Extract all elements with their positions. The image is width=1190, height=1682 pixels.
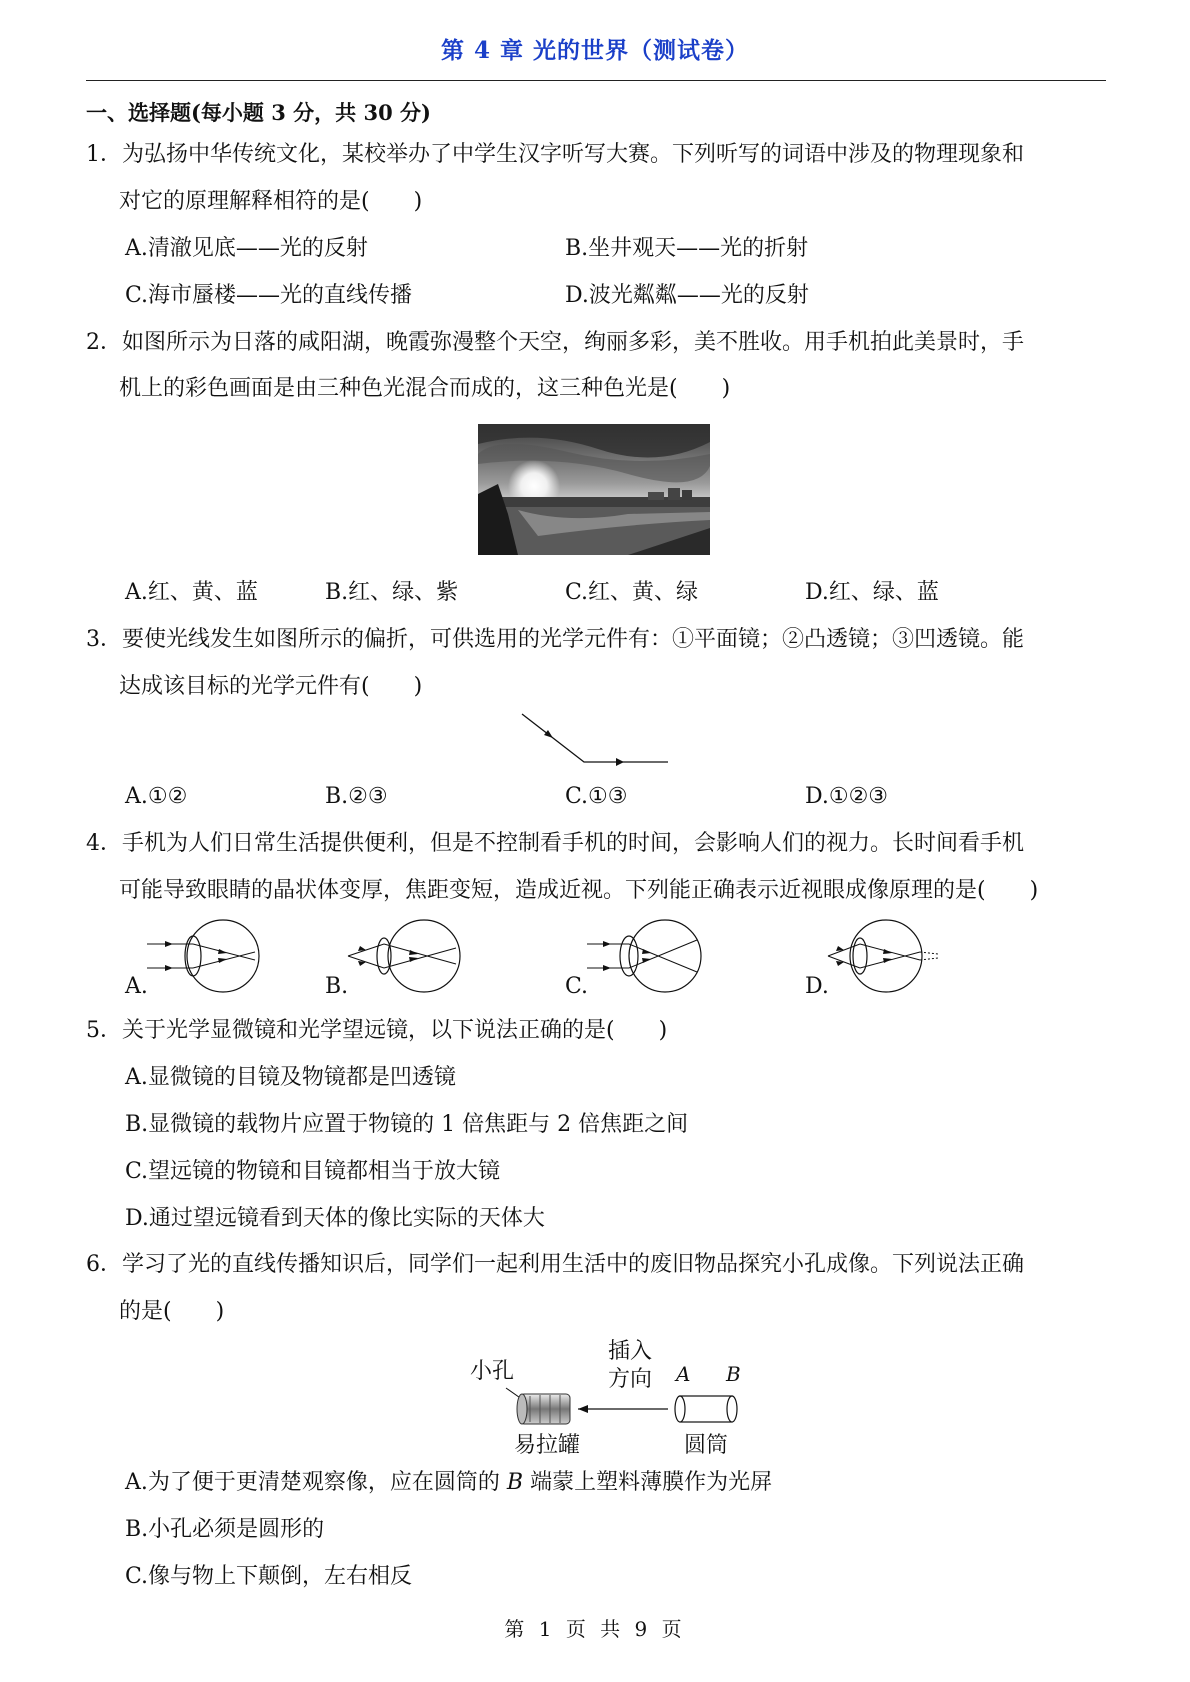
q6-option-a-part1: A.为了便于更清楚观察像，应在圆筒的 (125, 1470, 500, 1495)
label-insert-1: 插入 (608, 1339, 653, 1364)
eye-diagram-b (344, 916, 464, 996)
label-end-a: A (676, 1362, 691, 1386)
q4-option-d: D. (805, 974, 829, 999)
q3-option-b: B.②③ (325, 784, 388, 809)
q3-text-line1: 3．要使光线发生如图所示的偏折，可供选用的光学元件有：①平面镜；②凸透镜；③凹透镜。能 (86, 627, 1025, 652)
q1-option-b: B.坐井观天——光的折射 (565, 236, 809, 261)
q3-option-c: C.①③ (565, 784, 628, 809)
q5-option-a: A.显微镜的目镜及物镜都是凹透镜 (125, 1065, 456, 1090)
q6-text-line1: 6．学习了光的直线传播知识后，同学们一起利用生活中的废旧物品探究小孔成像。下列说法正确 (86, 1252, 1025, 1277)
q6-option-b: B.小孔必须是圆形的 (125, 1517, 325, 1542)
label-end-b: B (726, 1362, 741, 1386)
q1-text-line2: 对它的原理解释相符的是( ) (119, 189, 423, 214)
q6-option-c: C.像与物上下颠倒，左右相反 (125, 1564, 413, 1589)
q4-option-a: A. (125, 974, 148, 999)
q6-option-a-end-label: B (506, 1470, 524, 1495)
q1-option-d: D.波光粼粼——光的反射 (565, 283, 809, 308)
pinhole-camera-diagram (460, 1336, 760, 1458)
q2-text-line2: 机上的彩色画面是由三种色光混合而成的，这三种色光是( ) (119, 376, 731, 401)
light-deflection-diagram (520, 710, 670, 770)
q6-text-line2: 的是( ) (119, 1299, 225, 1324)
eye-diagram-a (143, 916, 263, 996)
q4-text-line1: 4．手机为人们日常生活提供便利，但是不控制看手机的时间，会影响人们的视力。长时间看手机 (86, 831, 1025, 856)
q5-option-c: C.望远镜的物镜和目镜都相当于放大镜 (125, 1159, 501, 1184)
q1-option-c: C.海市蜃楼——光的直线传播 (125, 283, 413, 308)
q1-text-line1: 1．为弘扬中华传统文化，某校举办了中学生汉字听写大赛。下列听写的词语中涉及的物理现象和 (86, 142, 1025, 167)
label-can: 易拉罐 (514, 1433, 581, 1458)
q3-option-d: D.①②③ (805, 784, 889, 809)
label-tube: 圆筒 (684, 1433, 729, 1458)
page-footer: 第 1 页 共 9 页 (504, 1617, 686, 1641)
q4-option-b: B. (325, 974, 349, 999)
label-hole: 小孔 (470, 1359, 515, 1384)
eye-diagram-c (585, 916, 705, 996)
q2-option-b: B.红、绿、紫 (325, 580, 459, 605)
q6-option-a (125, 1468, 772, 1498)
title-divider (86, 80, 1106, 81)
q4-option-c: C. (565, 974, 589, 999)
q3-text-line2: 达成该目标的光学元件有( ) (119, 674, 423, 699)
q2-option-a: A.红、黄、蓝 (125, 580, 258, 605)
q5-text-line1: 5．关于光学显微镜和光学望远镜，以下说法正确的是( ) (86, 1018, 668, 1043)
q3-option-a: A.①② (125, 784, 188, 809)
page-title: 第 4 章 光的世界（测试卷） (440, 37, 750, 64)
eye-diagram-d (826, 916, 956, 996)
q1-option-a: A.清澈见底——光的反射 (125, 236, 368, 261)
sunset-lake-photo (478, 424, 710, 555)
q2-option-d: D.红、绿、蓝 (805, 580, 939, 605)
section-heading: 一、选择题(每小题 3 分，共 30 分) (86, 100, 431, 125)
q5-option-d: D.通过望远镜看到天体的像比实际的天体大 (125, 1206, 545, 1231)
q2-option-c: C.红、黄、绿 (565, 580, 699, 605)
q4-text-line2: 可能导致眼睛的晶状体变厚，焦距变短，造成近视。下列能正确表示近视眼成像原理的是( ) (119, 878, 1039, 903)
label-insert-2: 方向 (608, 1367, 653, 1392)
q2-text-line1: 2．如图所示为日落的咸阳湖，晚霞弥漫整个天空，绚丽多彩，美不胜收。用手机拍此美景时，手 (86, 330, 1025, 355)
q6-option-a-part2: 端蒙上塑料薄膜作为光屏 (530, 1470, 773, 1495)
q5-option-b: B.显微镜的载物片应置于物镜的 1 倍焦距与 2 倍焦距之间 (125, 1112, 689, 1137)
